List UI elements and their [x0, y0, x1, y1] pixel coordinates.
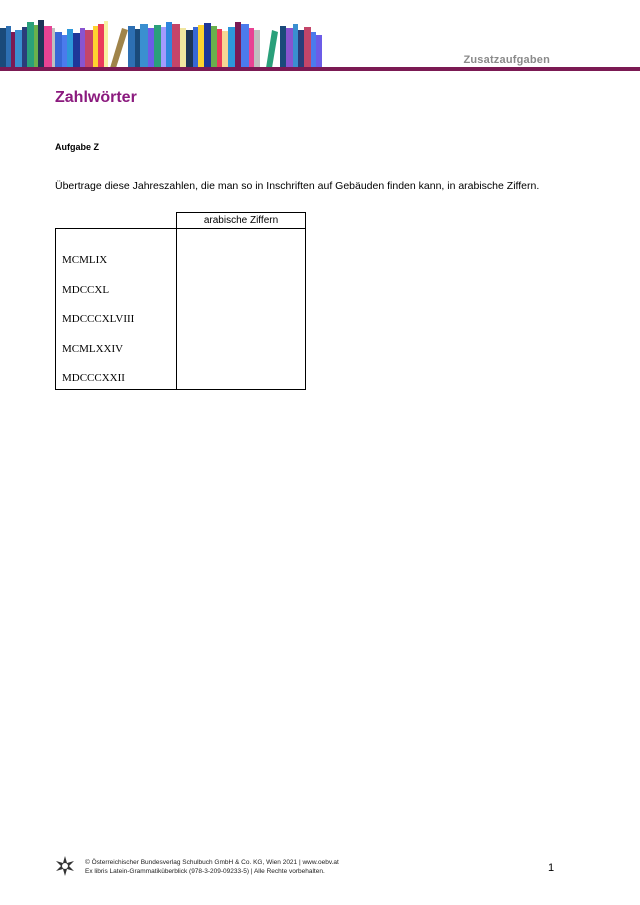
task-label: Aufgabe Z [55, 142, 99, 152]
conversion-table [55, 212, 306, 390]
footer-line-1: © Österreichischer Bundesverlag Schulbuch GmbH & Co. KG, Wien 2021 | www.oebv.at [85, 859, 339, 866]
table-body [55, 228, 306, 390]
roman-numeral-item: MDCCXL [62, 283, 110, 296]
roman-numeral-item: MCMLIX [62, 254, 108, 266]
roman-numeral-item: MCMLXXIV [62, 342, 124, 355]
roman-numeral-list [62, 253, 134, 401]
footer-copyright [85, 858, 339, 876]
bookshelf-banner [0, 0, 330, 68]
publisher-logo-icon [54, 855, 76, 877]
roman-numeral-item: MDCCCXXII [62, 372, 125, 384]
roman-numeral-item: MDCCCXLVIII [62, 313, 135, 325]
task-instruction: Übertrage diese Jahreszahlen, die man so in Inschriften auf Gebäuden finden kann, in arabische Ziffern. [55, 180, 540, 192]
footer-line-2: Ex libris Latein-Grammatiküberblick (978-3-209-09233-5) | Alle Rechte vorbehalten. [85, 868, 325, 875]
section-label: Zusatzaufgaben [463, 54, 550, 66]
header-rule [0, 67, 640, 71]
page-header [0, 0, 640, 72]
answer-column[interactable] [177, 229, 306, 389]
column-header-arabic: arabische Ziffern [176, 212, 306, 228]
page-title: Zahlwörter [55, 89, 137, 106]
page-number: 1 [548, 862, 555, 874]
